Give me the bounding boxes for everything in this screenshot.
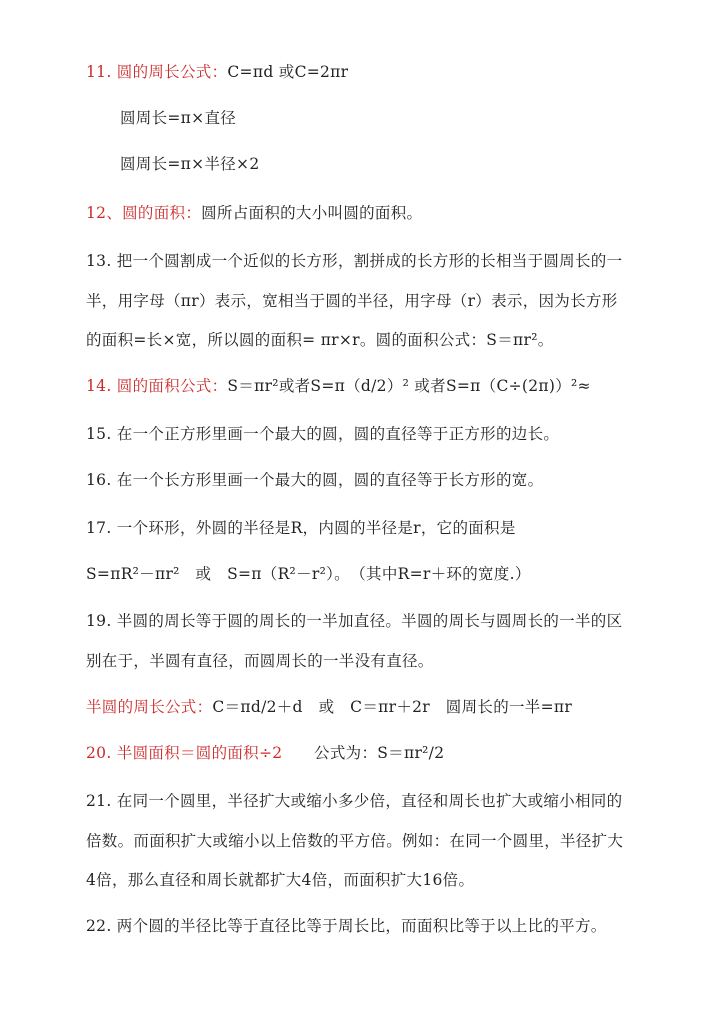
item-11-circumference-formula	[86, 61, 348, 83]
formula-text: S＝πr²或者S=π（d/2）² 或者S=π（C÷(2π)）²≈	[227, 377, 591, 395]
heading-red: 14. 圆的面积公式：	[86, 377, 228, 395]
semicircle-perimeter-formula	[86, 696, 572, 718]
item-17-line-1: 17. 一个环形，外圆的半径是R，内圆的半径是r，它的面积是	[86, 519, 516, 537]
formula-text: 公式为：S＝πr²/2	[282, 744, 445, 762]
item-21-line-3: 4倍，那么直径和周长就都扩大4倍，而面积扩大16倍。	[86, 871, 475, 889]
item-21-line-1: 21. 在同一个圆里，半径扩大或缩小多少倍，直径和周长也扩大或缩小相同的	[86, 792, 623, 810]
circumference-diameter: 圆周长=π×直径	[120, 109, 237, 127]
heading-red: 半圆的周长公式：	[86, 698, 213, 716]
item-19-line-2: 别在于，半圆有直径，而圆周长的一半没有直径。	[86, 652, 434, 670]
item-21-line-2: 倍数。而面积扩大或缩小以上倍数的平方倍。例如：在同一个圆里，半径扩大	[86, 832, 624, 850]
item-13-line-2: 半，用字母（πr）表示，宽相当于圆的半径，用字母（r）表示，因为长方形	[86, 292, 618, 310]
item-16: 16. 在一个长方形里画一个最大的圆，圆的直径等于长方形的宽。	[86, 471, 544, 489]
heading-red: 20. 半圆面积＝圆的面积÷2	[86, 744, 283, 762]
definition-text: 圆所占面积的大小叫圆的面积。	[201, 204, 423, 222]
item-13-line-3: 的面积=长×宽，所以圆的面积= πr×r。圆的面积公式：S＝πr²。	[86, 331, 554, 349]
heading-red: 12、圆的面积：	[86, 204, 202, 222]
formula-text: C=πd 或C=2πr	[227, 63, 349, 81]
circumference-radius: 圆周长=π×半径×2	[120, 155, 260, 173]
item-17-line-2: S=πR²－πr² 或 S=π（R²－r²）。 （其中R=r＋环的宽度.）	[86, 565, 531, 583]
item-15: 15. 在一个正方形里画一个最大的圆，圆的直径等于正方形的边长。	[86, 425, 560, 443]
heading-red: 11. 圆的周长公式：	[86, 63, 228, 81]
item-20-semicircle-area	[86, 742, 444, 764]
formula-text: C＝πd/2＋d 或 C＝πr＋2r 圆周长的一半=πr	[212, 698, 573, 716]
item-12-area-definition	[86, 202, 422, 224]
item-19-line-1: 19. 半圆的周长等于圆的周长的一半加直径。半圆的周长与圆周长的一半的区	[86, 612, 623, 630]
item-14-area-formula	[86, 375, 591, 397]
item-13-line-1: 13. 把一个圆割成一个近似的长方形，割拼成的长方形的长相当于圆周长的一	[86, 252, 623, 270]
item-22: 22. 两个圆的半径比等于直径比等于周长比，而面积比等于以上比的平方。	[86, 917, 607, 935]
